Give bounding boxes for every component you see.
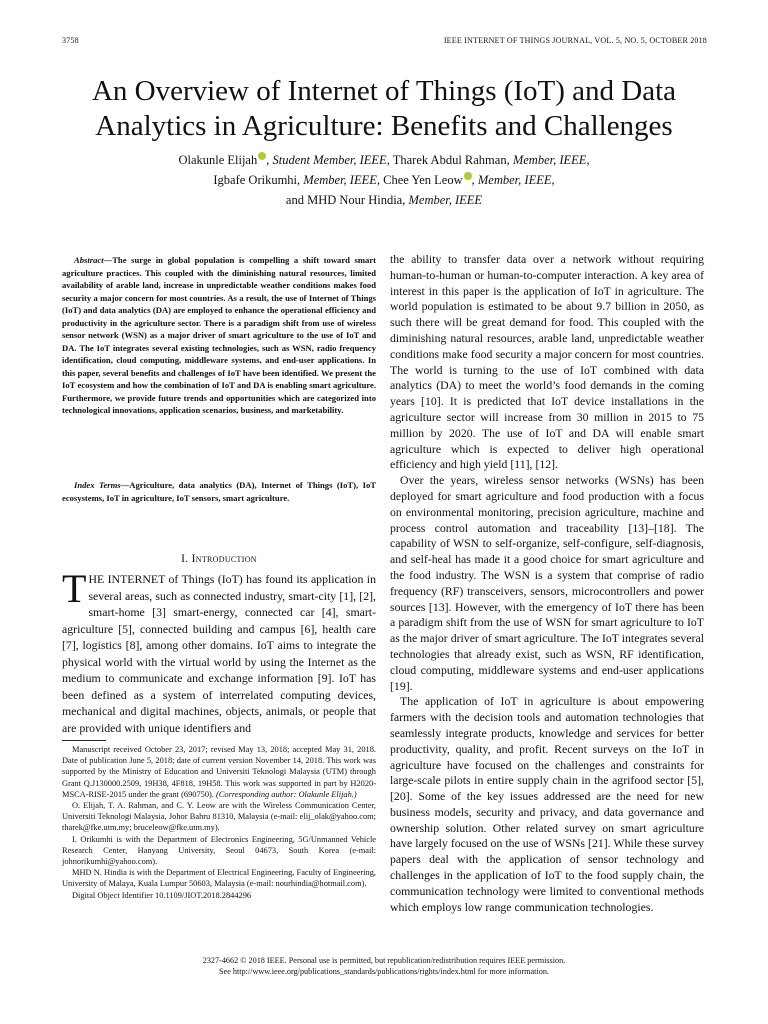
author-name: Igbafe Orikumhi xyxy=(213,173,298,187)
abstract-text: —The surge in global population is compelling a shift toward smart agriculture practices. This coupled with the diminishing natural resources, limited availability of arable land, increase in unpredictable weather conditions makes food security a major concern for most countries. As a result, the use of Internet of Things (IoT) and data analytics (DA) are employed to enhance the operational efficiency and productivity in the agriculture sector. There is a paradigm shift from use of wireless sensor network (WSN) as a major driver of smart agriculture to the use of IoT and DA. The IoT integrates several existing technologies, such as WSN, radio frequency identification, cloud computing, middleware systems, and end-user applications. In this paper, several benefits and challenges of IoT have been identified. We present the IoT ecosystem and how the combination of IoT and DA is enabling smart agriculture. Furthermore, we provide future trends and opportunities which are categorized into technological innovations, application scenarios, business, and marketability. xyxy=(62,255,376,415)
manuscript-note xyxy=(62,744,376,800)
section-heading xyxy=(62,553,376,565)
introduction-text: HE INTERNET of Things (IoT) has found its application in several areas, such as connected industry, smart-city [1], [2], smart-home [3] smart-energy, connected car [4], smart-agriculture [5], connected building and campus [6], health care [7], logistics [8], among other domains. IoT aims to integrate the physical world with the virtual world by using the Internet as the medium to communicate and exchange information [9]. IoT has been defined as a system of interrelated computing devices, mechanical and digital machines, objects, animals, or people that are provided with unique identifiers and xyxy=(62,572,376,735)
index-terms-text: —Agriculture, data analytics (DA), Internet of Things (IoT), IoT ecosystems, IoT in agriculture, IoT sensors, smart agriculture. xyxy=(62,480,376,503)
section-numeral: I. xyxy=(181,553,192,565)
drop-cap: T xyxy=(62,566,87,611)
title-line-1: An Overview of Internet of Things (IoT) and Data xyxy=(91,75,677,107)
copyright-line: 2327-4662 © 2018 IEEE. Personal use is permitted, but republication/redistribution requires IEEE permission. xyxy=(202,956,566,965)
author-name: Chee Yen Leow xyxy=(383,173,463,187)
index-terms xyxy=(62,479,376,504)
affiliation-note: MHD N. Hindia is with the Department of Electrical Engineering, Faculty of Engineering, University of Malaya, Kuala Lumpur 50603, Malaysia (e-mail: nourhindia@hotmail.com). xyxy=(62,868,376,889)
author-role: Member, IEEE xyxy=(512,153,587,167)
permissions-link[interactable]: See http://www.ieee.org/publications_standards/publications/rights/index.html for more information. xyxy=(219,967,549,976)
affiliation-note: O. Elijah, T. A. Rahman, and C. Y. Leow are with the Wireless Communication Center, Universiti Teknologi Malaysia, Johor Bahru 81310, Malaysia (e-mail: elij_olak@yahoo.com; tharek@fke.utm.my; bruceleow@fke.utm.my). xyxy=(62,801,376,833)
author-role: Member, IEEE xyxy=(477,173,552,187)
abstract-label: Abstract xyxy=(74,255,104,265)
right-column-body xyxy=(390,252,704,915)
body-paragraph: Over the years, wireless sensor networks (WSNs) has been deployed for smart agriculture and food production with a focus on environmental monitoring, precision agriculture, machine and process control automation and traceability [13]–[18]. The capability of WSN to self-organize, self-configure, self-diagnosis, and self-heal has made it a good choice for smart agriculture and the food industry. The WSN is a system that comprise of radio frequency (RF) transceivers, sensors, microcontrollers and power sources [13]. However, with the emergency of IoT there has been a paradigm shift from the use of WSN for smart agriculture to IoT as the major driver of smart agriculture. The IoT integrates several technologies that already exist, such as WSN, RF identification, cloud computing, middleware systems and end-user applications [19]. xyxy=(390,473,704,693)
page-number: 3758 xyxy=(62,36,79,45)
footnotes xyxy=(62,744,376,901)
title-line-2: Analytics in Agriculture: Benefits and Challenges xyxy=(95,110,673,142)
author-conjunction: and xyxy=(285,193,304,207)
author-role: Member, IEEE xyxy=(408,193,483,207)
body-paragraph: The application of IoT in agriculture is about empowering farmers with the decision tools and automation technologies that seamlessly integrate products, knowledge and services for better productivity, quality, and profit. Recent surveys on the IoT in agriculture have focused on the challenges and constraints for large-scale pilots in entire supply chain in the agrifood sector [5], [20]. Some of the key issues addressed are the need for new business models, security and privacy, and data governance and ownership solution. Other related survey on smart agriculture have largely focused on the use of WSNs [21]. While these survey papers deal with the application of sensor technology and challenges in the application of IoT to the food supply chain, the communication technology were limited to conventional methods which employs low range communication technologies. xyxy=(390,694,704,914)
index-terms-label: Index Terms xyxy=(74,480,121,490)
introduction-paragraph xyxy=(62,566,376,736)
author-name: Olakunle Elijah xyxy=(178,153,258,167)
corresponding-author: (Corresponding author: Olakunle Elijah.) xyxy=(216,789,357,799)
paper-title xyxy=(40,74,728,144)
abstract xyxy=(62,254,376,417)
orcid-icon[interactable] xyxy=(258,152,266,160)
author-role: Member, IEEE xyxy=(303,173,377,187)
author-name: Tharek Abdul Rahman xyxy=(392,153,507,167)
section-title: Introduction xyxy=(191,553,257,565)
orcid-icon[interactable] xyxy=(464,172,472,180)
author-name: MHD Nour Hindia xyxy=(307,193,403,207)
affiliation-note: I. Orikumhi is with the Department of Electronics Engineering, 5G/Unmanned Vehicle Research Center, Hanyang University, Seoul 04673, South Korea (e-mail: johnorikumhi@yahoo.com). xyxy=(62,834,376,867)
doi[interactable]: Digital Object Identifier 10.1109/JIOT.2018.2844296 xyxy=(72,890,252,900)
author-list: Olakunle Elijah , Student Member, IEEE, Tharek Abdul Rahman, Member, IEEE, Igbafe Orikumhi, Member, IEEE, Chee Yen Leow , Member, IEEE, and MHD Nour Hindia, Member, IEEE xyxy=(178,153,590,207)
copyright-notice xyxy=(62,955,706,977)
author-role: Student Member, IEEE xyxy=(272,153,387,167)
manuscript-text: Manuscript received October 23, 2017; revised May 13, 2018; accepted May 31, 2018. Date of publication June 5, 2018; date of current version November 14, 2018. This work was supported by the Ministry of Education and Universiti Teknologi Malaysia (UTM) through Grant Q.J130000.2509, 19H38, 4F818, 19H58. This work was supported in part by H2020-MSCA-RISE-2015 under the grant (690750). xyxy=(62,745,376,799)
journal-header: IEEE INTERNET OF THINGS JOURNAL, VOL. 5, NO. 5, OCTOBER 2018 xyxy=(443,36,707,45)
body-paragraph: the ability to transfer data over a network without requiring human-to-human or human-to-computer interaction. A key area of interest in this paper is the application of IoT in agriculture. The world population is estimated to be about 9.7 billion in 2050, as such there will be great demand for food. This coupled with the diminishing natural resources, arable land, unpredictable weather conditions make food security a major concern for most countries. The world is turning to the use of IoT combined with data analytics (DA) to meet the world’s food demands in the coming years [10]. It is predicted that IoT device installations in the agriculture sector will increase from 30 million in 2015 to 75 million by 2020. The use of IoT and DA will enable smart agriculture which is expected to deliver high operational efficiency and high yield [11], [12]. xyxy=(390,252,704,472)
footnote-divider xyxy=(62,740,106,741)
